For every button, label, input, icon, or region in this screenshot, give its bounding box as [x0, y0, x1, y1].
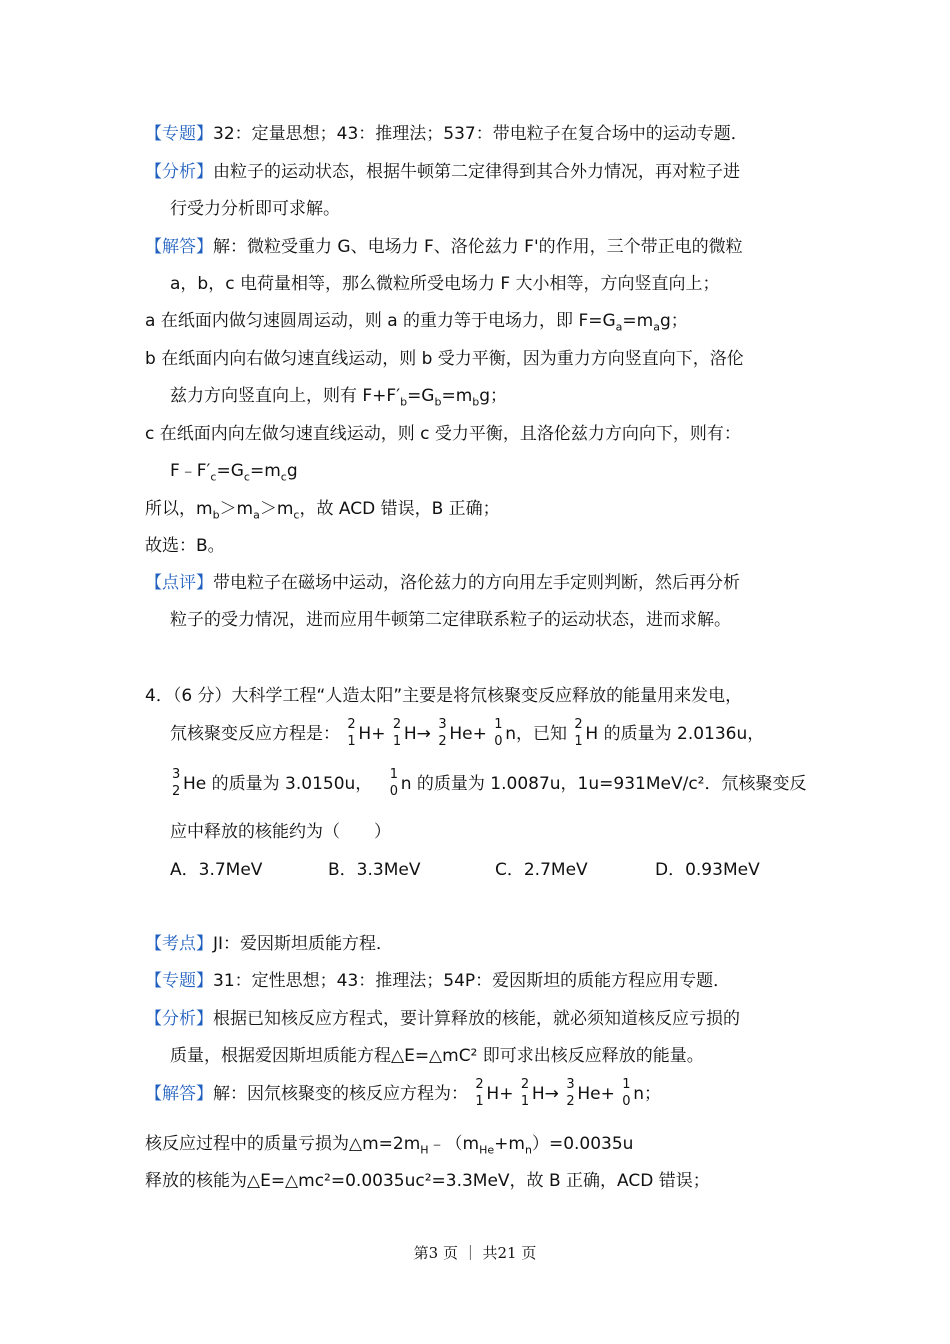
dianping-line	[145, 571, 740, 595]
text-run: g；	[659, 311, 688, 331]
tag-label: 【分析】	[145, 162, 213, 182]
jieda-line-4: b 在纸面内向右做匀速直线运动，则 b 受力平衡，因为重力方向竖直向下，洛伦	[145, 349, 744, 369]
jieda-text: 解：因氘核聚变的核反应方程为：	[213, 1084, 468, 1104]
jieda-line-6	[170, 459, 298, 489]
nuclide-he3: 3 2	[172, 767, 181, 799]
nuclide-h2: 2 1	[475, 1077, 484, 1109]
zhuanti-text: 32：定量思想；43：推理法；537：带电粒子在复合场中的运动专题．	[213, 124, 748, 144]
text-run: m	[236, 499, 254, 519]
dianping-text: 带电粒子在磁场中运动，洛伦兹力的方向用左手定则判断，然后再分析	[213, 573, 740, 593]
tag-label: 【分析】	[145, 1009, 213, 1029]
nuclide-h2: 2 1	[520, 1077, 530, 1109]
subscript: a	[653, 320, 660, 334]
nuclide-n1: 1 0	[389, 767, 398, 799]
tag-label: 【专题】	[145, 971, 213, 991]
dianping-text-cont: 粒子的受力情况，进而应用牛顿第二定律联系粒子的运动状态，进而求解。	[170, 610, 731, 630]
tag-label: 【专题】	[145, 124, 213, 144]
page-footer: 第3 页 ｜ 共21 页	[413, 1244, 537, 1262]
jieda-text: 解：微粒受重力 G、电场力 F、洛伦兹力 F'的作用，三个带正电的微粒	[213, 237, 743, 257]
subscript: b	[400, 395, 408, 409]
subscript: a	[615, 320, 623, 334]
jieda-line-2: a，b，c 电荷量相等，那么微粒所受电场力 F 大小相等，方向竖直向上；	[170, 274, 720, 294]
fenxi-text-2: 根据已知核反应方程式，要计算释放的核能，就必须知道核反应亏损的	[213, 1009, 740, 1029]
subscript: b	[434, 395, 442, 409]
question-4-line-3: 3 2 He 的质量为 3.0150u， 1 0 n 的质量为 1.0087u，1u=931MeV/c²．氘核聚变反	[172, 767, 807, 799]
text-run: 核反应过程中的质量亏损为△m=2m	[145, 1134, 421, 1154]
option-d: D．0.93MeV	[655, 860, 760, 880]
nuclide-n1: 1 0	[494, 717, 503, 749]
nuclide-he3: 3 2	[438, 717, 447, 749]
option-a: A．3.7MeV	[170, 860, 263, 880]
text-run: ，故 ACD 错误，B 正确；	[299, 499, 500, 519]
text-run: +m	[494, 1134, 525, 1154]
text-run: a 在纸面内做匀速圆周运动，则 a 的重力等于电场力，即 F=G	[145, 311, 616, 331]
subscript: n	[524, 1143, 532, 1157]
subscript: c	[293, 508, 300, 522]
nuclide-n1: 1 0	[622, 1077, 631, 1109]
text-run: =m	[622, 311, 654, 331]
kaodian-line	[145, 932, 393, 956]
jieda-line-7	[145, 497, 500, 527]
zhuanti-line-2	[145, 969, 730, 993]
text-run: =m	[441, 386, 473, 406]
nuclide-h2: 2 1	[392, 717, 402, 749]
fenxi-line	[145, 160, 740, 184]
option-c: C．2.7MeV	[495, 860, 588, 880]
text-run: m	[276, 499, 294, 519]
text-run: =m	[249, 461, 281, 481]
tag-label: 【解答】	[145, 1084, 213, 1104]
zhuanti-text-2: 31：定性思想；43：推理法；54P：爱因斯坦的质能方程应用专题．	[213, 971, 731, 991]
tag-label: 【点评】	[145, 573, 213, 593]
fenxi-text: 由粒子的运动状态，根据牛顿第二定律得到其合外力情况，再对粒子进	[213, 162, 740, 182]
question-4-line-1: 4．（6 分）大科学工程“人造太阳”主要是将氘核聚变反应释放的能量用来发电，	[145, 686, 743, 706]
question-4-line-2: 氘核聚变反应方程是： 2 1 H+ 2 1 H→ 3 2 He+ 1 0 n，已知 2 1 H 的质量为 2.0136u，	[170, 717, 765, 749]
text-run: =G	[407, 386, 435, 406]
text-run: 兹力方向竖直向上，则有 F+F′	[170, 386, 401, 406]
text-run: 所以，m	[145, 499, 213, 519]
text-run: F﹣F′	[170, 461, 211, 481]
jieda-line	[145, 235, 743, 259]
jieda-line-4b	[170, 384, 507, 414]
fenxi-text-2-cont: 质量，根据爱因斯坦质能方程△E=△mC² 即可求出核反应释放的能量。	[170, 1046, 704, 1066]
text-run: g；	[479, 386, 508, 406]
subscript: b	[472, 395, 480, 409]
jieda-line-8: 故选：B。	[145, 536, 225, 556]
text-run: ）=0.0035u	[531, 1134, 634, 1154]
jieda-line-2-3: 释放的核能为△E=△mc²=0.0035uc²=3.3MeV，故 B 正确，ACD 错误；	[145, 1171, 710, 1191]
subscript: b	[212, 508, 220, 522]
text-run: ＞	[219, 499, 237, 519]
text-run: ＞	[259, 499, 277, 519]
nuclide-he3: 3 2	[566, 1077, 575, 1109]
subscript: H	[420, 1143, 429, 1157]
text-run: ﹣（m	[428, 1134, 480, 1154]
text-run: g	[286, 461, 298, 481]
jieda-line-3	[145, 309, 688, 339]
jieda-line-5: c 在纸面内向左做匀速直线运动，则 c 受力平衡，且洛伦兹力方向向下，则有：	[145, 424, 741, 444]
subscript: c	[280, 470, 287, 484]
subscript: He	[479, 1143, 495, 1157]
tag-label: 【解答】	[145, 237, 213, 257]
nuclide-h2: 2 1	[347, 717, 356, 749]
option-b: B．3.3MeV	[328, 860, 421, 880]
tag-label: 【考点】	[145, 934, 213, 954]
jieda-line-2-2	[145, 1132, 633, 1162]
fenxi-line-2	[145, 1007, 740, 1031]
question-4-line-4: 应中释放的核能约为（ ）	[170, 822, 391, 842]
zhuanti-line	[145, 122, 748, 146]
kaodian-text: JI：爱因斯坦质能方程．	[213, 934, 394, 954]
subscript: a	[253, 508, 260, 522]
jieda-line-2-1: 【解答】解：因氘核聚变的核反应方程为： 2 1 H+ 2 1 H→ 3 2 He+ 1 0 n；	[145, 1077, 661, 1109]
fenxi-text-cont: 行受力分析即可求解。	[170, 199, 340, 219]
text-run: 氘核聚变反应方程是：	[170, 724, 340, 744]
nuclide-h2: 2 1	[574, 717, 583, 749]
subscript: c	[243, 470, 250, 484]
subscript: c	[210, 470, 217, 484]
text-run: =G	[216, 461, 244, 481]
